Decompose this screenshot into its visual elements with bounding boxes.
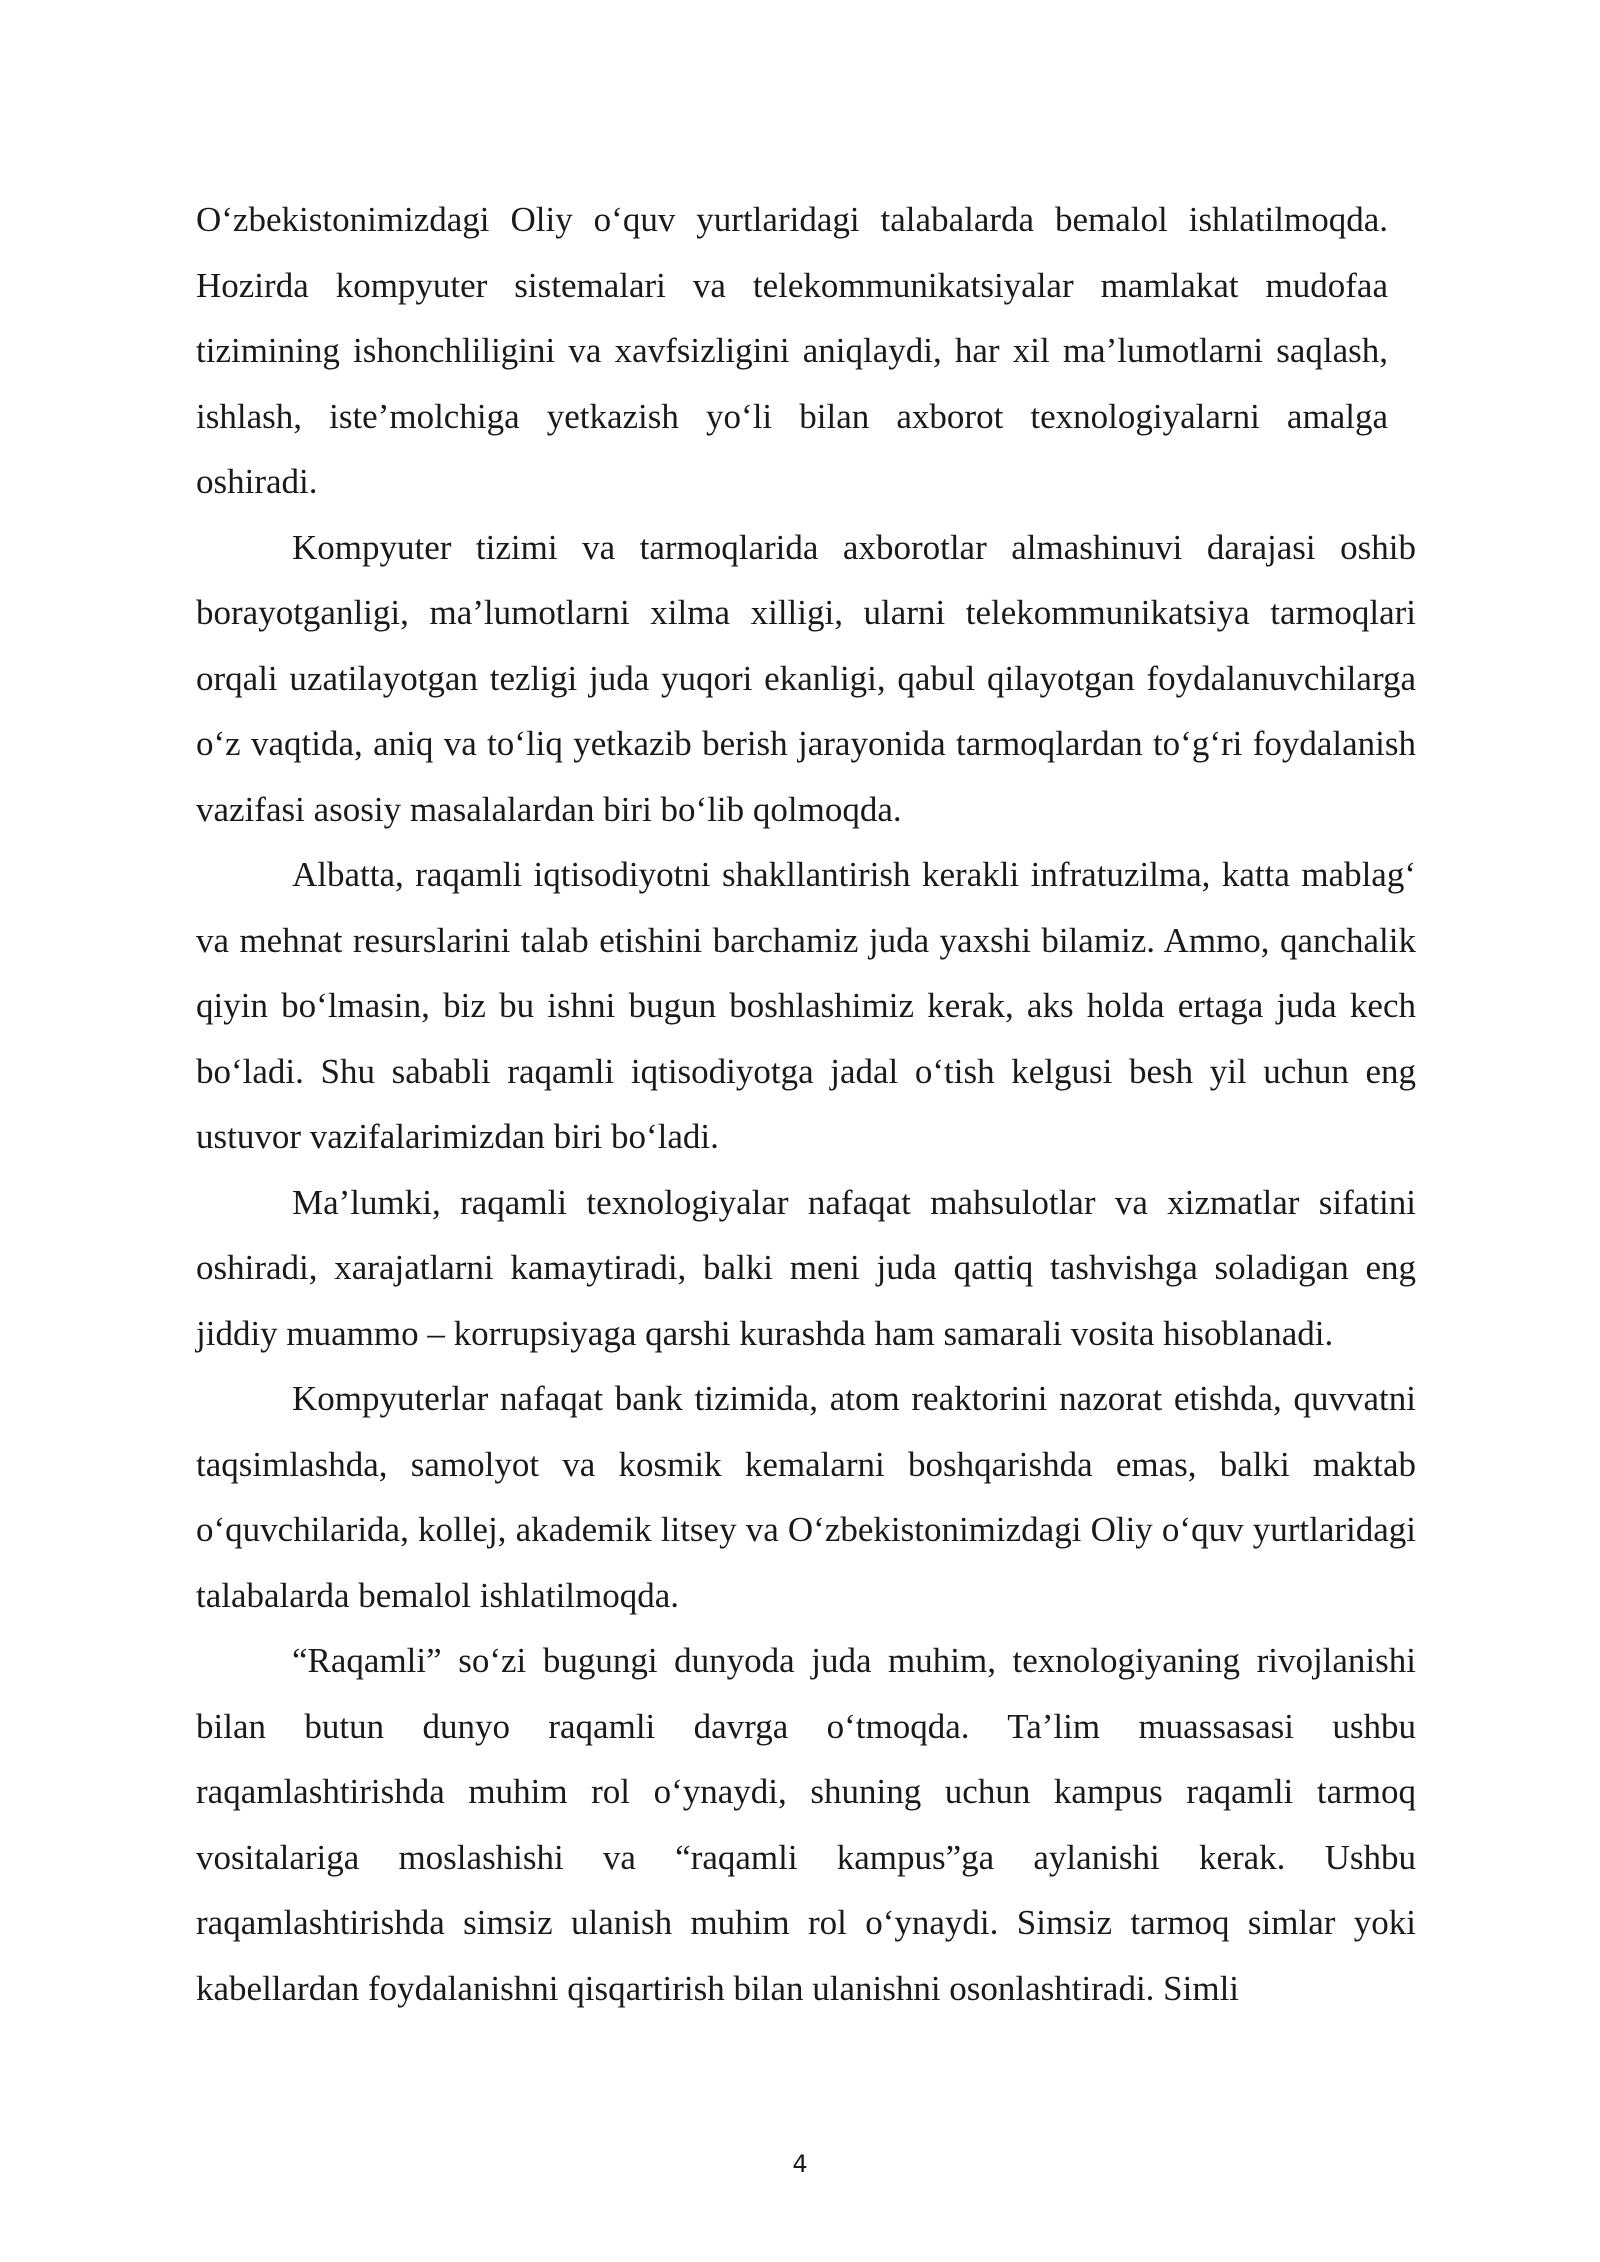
- paragraph: Kompyuterlar nafaqat bank tizimida, atom reaktorini nazorat etishda, quvvatni taqsimlashda, samolyot va kosmik kemalarni boshqarishda emas, balki maktab o‘quvchilarida, kollej, akademik litsey va O‘zbekistonimizdagi Oliy o‘quv yurtlaridagi talabalarda bemalol ishlatilmoqda.: [196, 1379, 1416, 1615]
- paragraph: Ma’lumki, raqamli texnologiyalar nafaqat mahsulotlar va xizmatlar sifatini oshiradi, xarajatlarni kamaytiradi, balki meni juda qattiq tashvishga soladigan eng jiddiy muammo – korrupsiyaga qarshi kurashda ham samarali vosita hisoblanadi.: [196, 1182, 1416, 1353]
- paragraph: O‘zbekistonimizdagi Oliy o‘quv yurtlaridagi talabalarda bemalol ishlatilmoqda. Hozirda kompyuter sistemalari va telekommunikatsiyalar mamlakat mudofaa tizimining ishonchliligini va xavfsizligini aniqlaydi, har xil ma’lumotlarni saqlash, ishlash, iste’molchiga yetkazish yo‘li bilan axborot texnologiyalarni amalga oshiradi.: [196, 200, 1388, 501]
- paragraph: “Raqamli” so‘zi bugungi dunyoda juda muhim, texnologiyaning rivojlanishi bilan butun dunyo raqamli davrga o‘tmoqda. Ta’lim muassasasi ushbu raqamlashtirishda muhim rol o‘ynaydi, shuning uchun kampus raqamli tarmoq vositalariga moslashishi va “raqamli kampus”ga aylanishi kerak. Ushbu raqamlashtirishda simsiz ulanish muhim rol o‘ynaydi. Simsiz tarmoq simlar yoki kabellardan foydalanishni qisqartirish bilan ulanishni osonlashtiradi. Simli: [196, 1641, 1416, 2008]
- paragraph: Albatta, raqamli iqtisodiyotni shakllantirish kerakli infratuzilma, katta mablag‘ va mehnat resurslarini talab etishini barchamiz juda yaxshi bilamiz. Ammo, qanchalik qiyin bo‘lmasin, biz bu ishni bugun boshlashimiz kerak, aks holda ertaga juda kech bo‘ladi. Shu sababli raqamli iqtisodiyotga jadal o‘tish kelgusi besh yil uchun eng ustuvor vazifalarimizdan biri bo‘ladi.: [196, 855, 1416, 1156]
- paragraph: Kompyuter tizimi va tarmoqlarida axborotlar almashinuvi darajasi oshib borayotganligi, ma’lumotlarni xilma xilligi, ularni telekommunikatsiya tarmoqlari orqali uzatilayotgan tezligi juda yuqori ekanligi, qabul qilayotgan foydalanuvchilarga o‘z vaqtida, aniq va to‘liq yetkazib berish jarayonida tarmoqlardan to‘g‘ri foydalanish vazifasi asosiy masalalardan biri bo‘lib qolmoqda.: [196, 527, 1416, 829]
- page-number: 4: [792, 2150, 808, 2178]
- document-body: [196, 187, 1416, 2021]
